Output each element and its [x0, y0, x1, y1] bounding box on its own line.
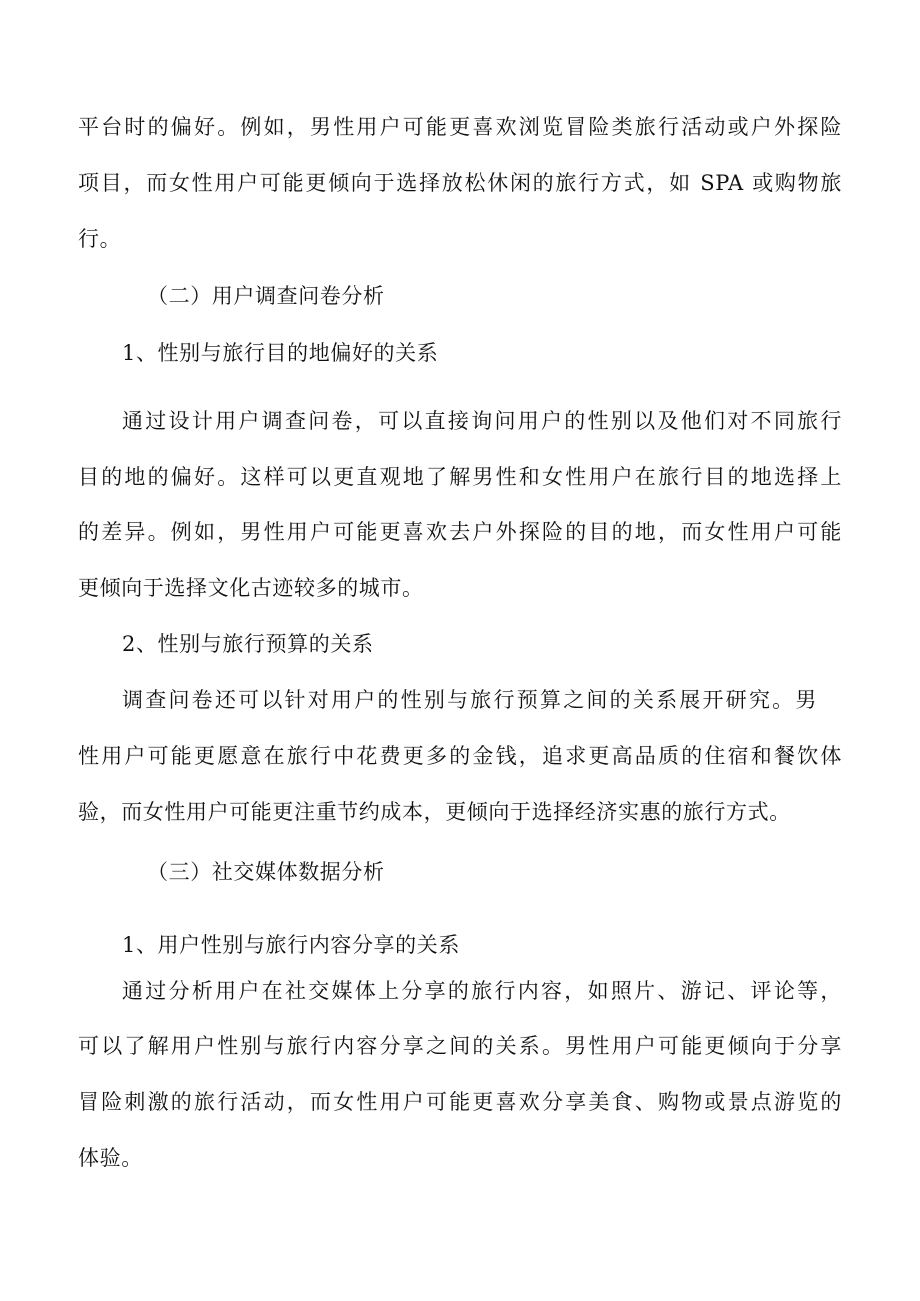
paragraph-1-line-2: 项目，而女性用户可能更倾向于选择放松休闲的旅行方式，如 SPA 或购物旅: [78, 171, 842, 195]
paragraph-4-line-2: 可以了解用户性别与旅行内容分享之间的关系。男性用户可能更倾向于分享: [78, 1034, 842, 1058]
subheading-2-1: 1、性别与旅行目的地偏好的关系: [122, 341, 439, 365]
paragraph-4-line-3: 冒险刺激的旅行活动，而女性用户可能更喜欢分享美食、购物或景点游览的: [78, 1090, 842, 1114]
subheading-3-1: 1、用户性别与旅行内容分享的关系: [122, 933, 460, 957]
paragraph-3-line-2: 性用户可能更愿意在旅行中花费更多的金钱，追求更高品质的住宿和餐饮体: [78, 744, 842, 768]
subheading-2-2: 2、性别与旅行预算的关系: [122, 632, 374, 656]
paragraph-2-line-3: 的差异。例如，男性用户可能更喜欢去户外探险的目的地，而女性用户可能: [78, 520, 842, 544]
paragraph-3-line-1: 调查问卷还可以针对用户的性别与旅行预算之间的关系展开研究。男: [122, 688, 817, 712]
paragraph-4-line-4: 体验。: [78, 1146, 143, 1170]
paragraph-1-line-1: 平台时的偏好。例如，男性用户可能更喜欢浏览冒险类旅行活动或户外探险: [78, 115, 842, 139]
paragraph-2-line-1: 通过设计用户调查问卷，可以直接询问用户的性别以及他们对不同旅行: [122, 409, 842, 433]
paragraph-2-line-4: 更倾向于选择文化古迹较多的城市。: [78, 576, 424, 600]
section-heading-3: （三）社交媒体数据分析: [147, 860, 385, 884]
paragraph-2-line-2: 目的地的偏好。这样可以更直观地了解男性和女性用户在旅行目的地选择上: [78, 465, 842, 489]
section-heading-2: （二）用户调查问卷分析: [147, 284, 385, 308]
paragraph-1-line-3: 行。: [78, 227, 122, 251]
paragraph-4-line-1: 通过分析用户在社交媒体上分享的旅行内容，如照片、游记、评论等，: [122, 979, 842, 1003]
paragraph-3-line-3: 验，而女性用户可能更注重节约成本，更倾向于选择经济实惠的旅行方式。: [78, 800, 791, 824]
